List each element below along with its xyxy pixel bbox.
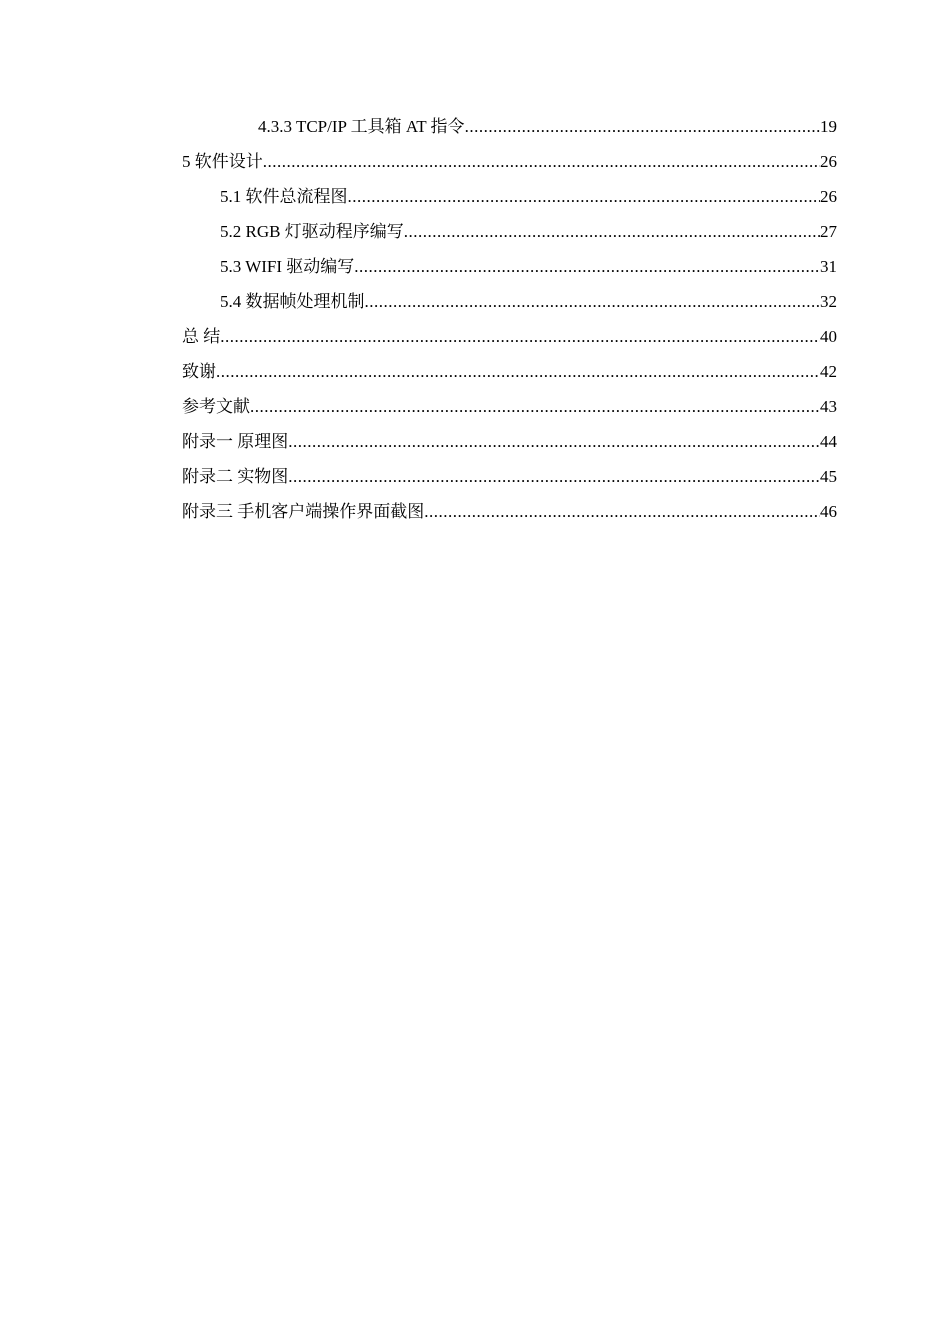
- toc-entry-4-3-3[interactable]: [182, 109, 837, 144]
- toc-entry-page: 26: [820, 152, 837, 171]
- toc-entry-title: 参考文献: [182, 397, 250, 416]
- toc-entry-page: 46: [820, 502, 837, 521]
- toc-entry-5-2[interactable]: [182, 214, 837, 249]
- toc-entry-5[interactable]: [182, 144, 837, 179]
- toc-entry-title: 5.3 WIFI 驱动编写: [220, 257, 355, 276]
- toc-dot-leader: [354, 249, 820, 284]
- toc-entry-page: 19: [820, 117, 837, 136]
- toc-entry-page: 42: [820, 362, 837, 381]
- toc-entry-page: 27: [820, 222, 837, 241]
- toc-entry-references[interactable]: [182, 389, 837, 424]
- toc-entry-page: 32: [820, 292, 837, 311]
- toc-entry-appendix-1[interactable]: [182, 424, 837, 459]
- toc-entry-title: 5.2 RGB 灯驱动程序编写: [220, 222, 404, 241]
- toc-entry-page: 31: [820, 257, 837, 276]
- table-of-contents: [182, 109, 837, 529]
- toc-entry-page: 44: [820, 432, 837, 451]
- toc-dot-leader: [220, 319, 820, 354]
- toc-dot-leader: [348, 179, 821, 214]
- toc-dot-leader: [424, 494, 820, 529]
- toc-entry-5-4[interactable]: [182, 284, 837, 319]
- toc-entry-appendix-2[interactable]: [182, 459, 837, 494]
- toc-entry-title: 附录三 手机客户端操作界面截图: [182, 502, 425, 521]
- toc-entry-title: 5 软件设计: [182, 152, 263, 171]
- toc-entry-page: 40: [820, 327, 837, 346]
- toc-entry-acknowledgements[interactable]: [182, 354, 837, 389]
- toc-dot-leader: [465, 109, 820, 144]
- toc-entry-5-1[interactable]: [182, 179, 837, 214]
- toc-dot-leader: [250, 389, 820, 424]
- toc-entry-page: 26: [820, 187, 837, 206]
- toc-dot-leader: [263, 144, 820, 179]
- toc-dot-leader: [288, 424, 820, 459]
- toc-entry-title: 4.3.3 TCP/IP 工具箱 AT 指令: [258, 117, 465, 136]
- toc-entry-appendix-3[interactable]: [182, 494, 837, 529]
- toc-dot-leader: [216, 354, 820, 389]
- toc-entry-title: 5.1 软件总流程图: [220, 187, 348, 206]
- toc-dot-leader: [365, 284, 821, 319]
- toc-entry-title: 致谢: [182, 362, 216, 381]
- toc-entry-title: 附录二 实物图: [182, 467, 289, 486]
- toc-entry-title: 附录一 原理图: [182, 432, 289, 451]
- toc-entry-summary[interactable]: [182, 319, 837, 354]
- toc-entry-5-3[interactable]: [182, 249, 837, 284]
- toc-entry-title: 总 结: [182, 327, 221, 346]
- toc-dot-leader: [404, 214, 820, 249]
- toc-dot-leader: [288, 459, 820, 494]
- toc-entry-page: 43: [820, 397, 837, 416]
- toc-entry-page: 45: [820, 467, 837, 486]
- toc-entry-title: 5.4 数据帧处理机制: [220, 292, 365, 311]
